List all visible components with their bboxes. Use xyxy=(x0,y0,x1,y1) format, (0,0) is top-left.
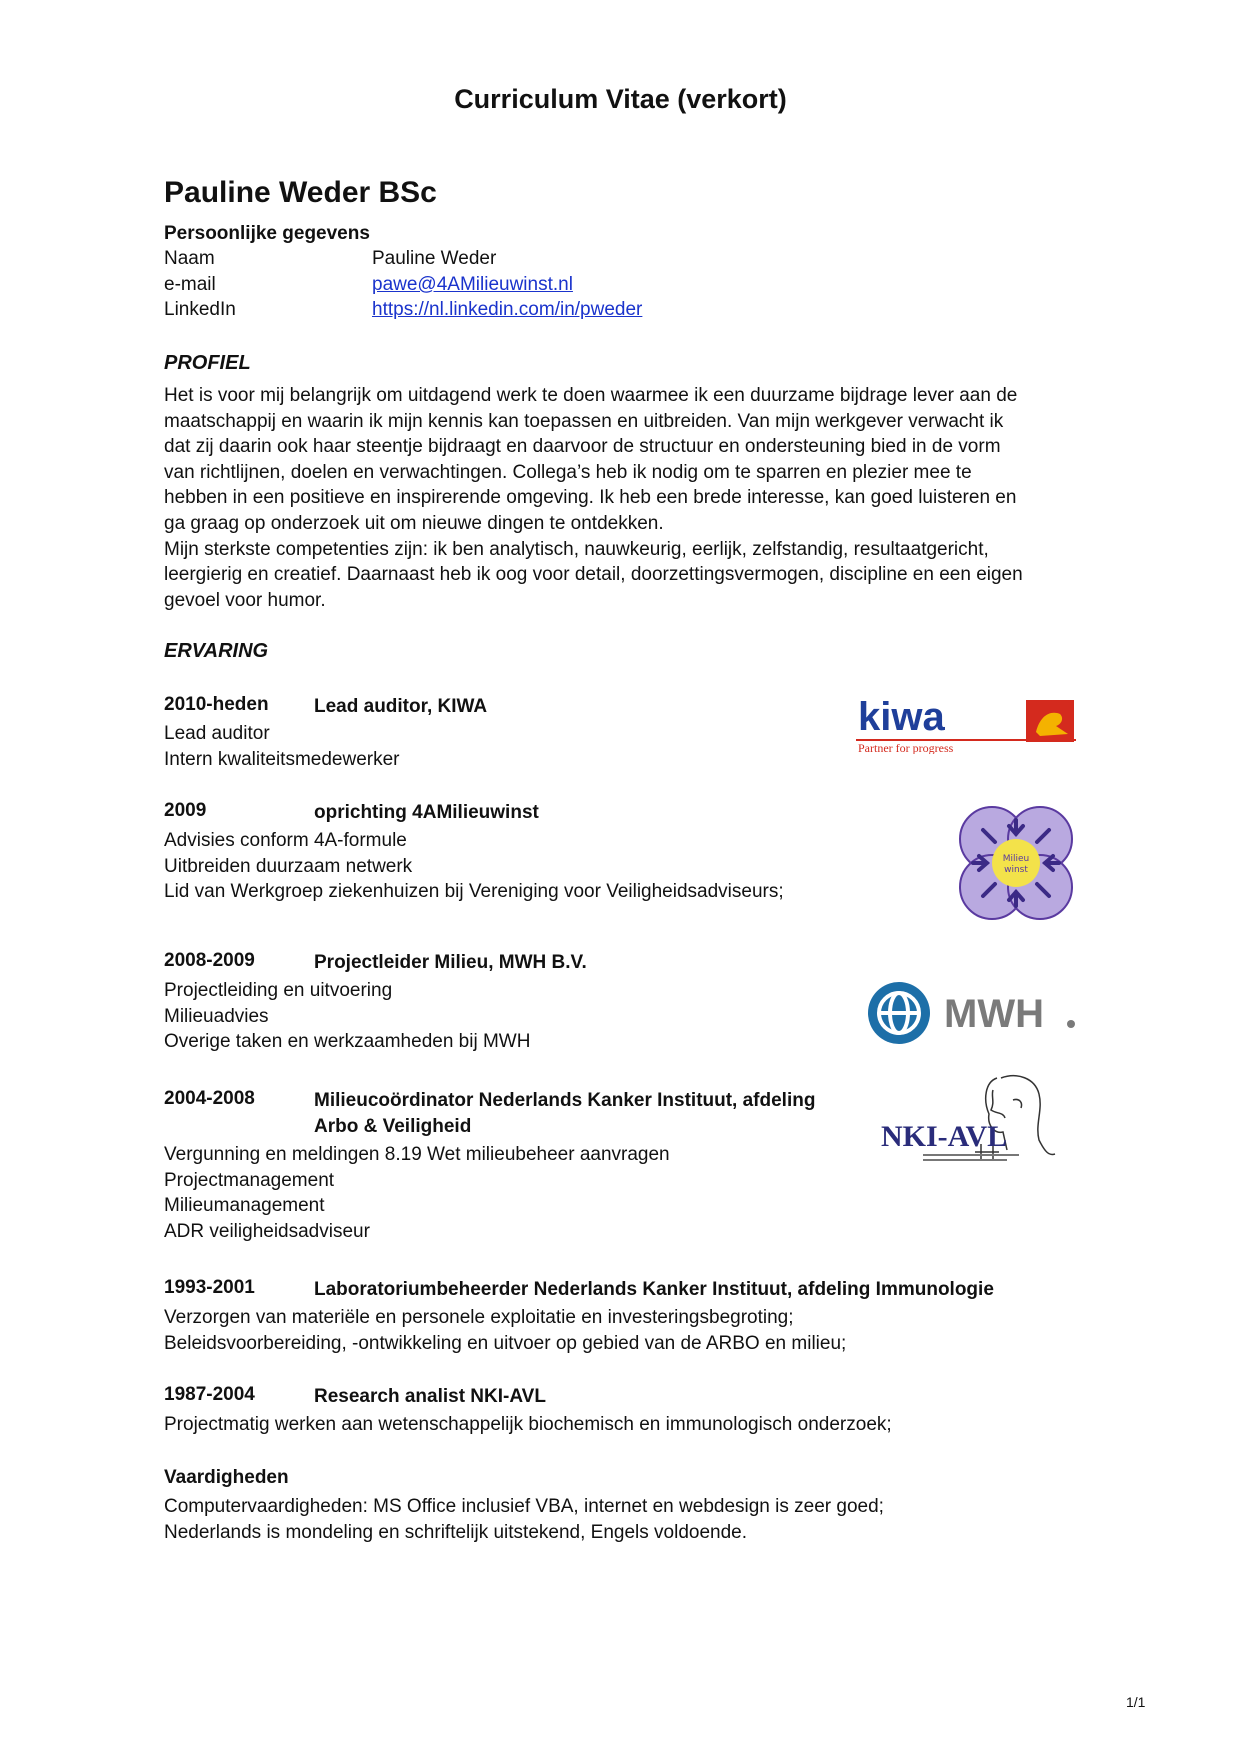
job-title-line: Arbo & Veiligheid xyxy=(314,1115,472,1137)
job-detail-line: Projectmatig werken aan wetenschappelijk biochemisch en immunologisch onderzoek; xyxy=(164,1414,892,1435)
profile-line: van richtlijnen, doelen en verwachtingen. Collega’s heb ik nodig om te sparren en plezier mee te xyxy=(164,461,972,483)
job-years: 1993-2001 xyxy=(164,1277,255,1298)
job-title: Laboratoriumbeheerder Nederlands Kanker Instituut, afdeling Immunologie xyxy=(314,1279,994,1300)
job-years: 2004-2008 xyxy=(164,1088,255,1109)
email-link[interactable]: pawe@4AMilieuwinst.nl xyxy=(372,274,573,295)
job-detail-line: ADR veiligheidsadviseur xyxy=(164,1220,370,1242)
skills-heading: Vaardigheden xyxy=(164,1467,289,1488)
profile-heading: PROFIEL xyxy=(164,352,251,374)
job-title xyxy=(314,1088,874,1139)
job-detail-line: Uitbreiden duurzaam netwerk xyxy=(164,855,413,877)
job-title-line: Milieucoördinator Nederlands Kanker Instituut, afdeling xyxy=(314,1090,816,1111)
mwh-logo-word: MWH xyxy=(944,992,1044,1036)
job-title: Research analist NKI-AVL xyxy=(314,1386,546,1407)
mwh-logo xyxy=(868,980,1078,1046)
profile-line: hebben in een positieve en inspirerende omgeving. Ik heb een brede interesse, kan goed luisteren en xyxy=(164,487,1017,509)
milieuwinst-line1: Milieu xyxy=(1002,854,1030,864)
skills-details xyxy=(164,1494,884,1545)
job-details xyxy=(164,828,784,905)
job-title: Lead auditor, KIWA xyxy=(314,696,488,717)
job-detail-line: Verzorgen van materiële en personele exploitatie en investeringsbegroting; xyxy=(164,1307,794,1328)
job-details xyxy=(164,978,530,1055)
job-title: Projectleider Milieu, MWH B.V. xyxy=(314,952,587,973)
job-details xyxy=(164,721,399,772)
kiwa-logo-word: kiwa xyxy=(858,696,945,739)
job-years: 2008-2009 xyxy=(164,950,255,971)
profile-line: Het is voor mij belangrijk om uitdagend werk te doen waarmee ik een duurzame bijdrage lever aan de xyxy=(164,385,1018,406)
nki-logo-word: NKI-AVL xyxy=(881,1120,1008,1153)
experience-heading: ERVARING xyxy=(164,640,269,662)
kiwa-logo xyxy=(854,696,1078,754)
page-number: 1/1 xyxy=(1126,1694,1146,1710)
linkedin-link[interactable]: https://nl.linkedin.com/in/pweder xyxy=(372,299,643,320)
job-detail-line: Beleidsvoorbereiding, -ontwikkeling en uitvoer op gebied van de ARBO en milieu; xyxy=(164,1332,847,1354)
job-title: oprichting 4AMilieuwinst xyxy=(314,802,539,823)
profile-line: gevoel voor humor. xyxy=(164,589,326,611)
email-label: e-mail xyxy=(164,274,216,295)
job-detail-line: Overige taken en werkzaamheden bij MWH xyxy=(164,1031,531,1053)
kiwa-tagline: Partner for progress xyxy=(858,741,954,754)
person-name-title: Pauline Weder BSc xyxy=(164,176,437,209)
job-detail-line: Advisies conform 4A-formule xyxy=(164,830,407,851)
skills-line: Computervaardigheden: MS Office inclusief VBA, internet en webdesign is zeer goed; xyxy=(164,1496,884,1517)
job-detail-line: Milieumanagement xyxy=(164,1195,325,1217)
personal-data-heading: Persoonlijke gegevens xyxy=(164,223,370,244)
skills-line: Nederlands is mondeling en schriftelijk uitstekend, Engels voldoende. xyxy=(164,1521,748,1543)
job-detail-line: Lead auditor xyxy=(164,723,270,744)
profile-line: ga graag op onderzoek uit om nieuwe dingen te ontdekken. xyxy=(164,512,664,534)
job-details xyxy=(164,1412,892,1438)
linkedin-label: LinkedIn xyxy=(164,299,236,320)
milieuwinst-line2: winst xyxy=(1004,865,1028,875)
job-detail-line: Vergunning en meldingen 8.19 Wet milieubeheer aanvragen xyxy=(164,1144,670,1165)
job-detail-line: Intern kwaliteitsmedewerker xyxy=(164,748,400,770)
milieuwinst-logo xyxy=(957,804,1075,922)
job-details xyxy=(164,1142,670,1244)
profile-line: leergierig en creatief. Daarnaast heb ik oog voor detail, doorzettingsvermogen, discipline en een eigen xyxy=(164,564,1023,586)
name-label: Naam xyxy=(164,248,215,269)
profile-line: dat zij daarin ook haar steentje bijdraagt en daarvoor de structuur en ondersteuning bied in de vorm xyxy=(164,436,1001,458)
job-detail-line: Milieuadvies xyxy=(164,1005,269,1027)
nki-avl-logo xyxy=(879,1070,1067,1168)
job-years: 1987-2004 xyxy=(164,1384,255,1405)
job-details xyxy=(164,1305,846,1356)
job-detail-line: Projectmanagement xyxy=(164,1169,335,1191)
job-years: 2010-heden xyxy=(164,694,269,715)
profile-line: maatschappij en waarin ik mijn kennis kan toepassen en uitbreiden. Van mijn werkgever verwacht ik xyxy=(164,410,1004,432)
job-detail-line: Projectleiding en uitvoering xyxy=(164,980,393,1001)
profile-text xyxy=(164,383,1084,613)
job-years: 2009 xyxy=(164,800,207,821)
job-detail-line: Lid van Werkgroep ziekenhuizen bij Vereniging voor Veiligheidsadviseurs; xyxy=(164,881,784,903)
profile-line: Mijn sterkste competenties zijn: ik ben analytisch, nauwkeurig, eerlijk, zelfstandig, resultaatgericht, xyxy=(164,538,989,560)
document-title: Curriculum Vitae (verkort) xyxy=(454,84,787,114)
name-value: Pauline Weder xyxy=(372,248,497,269)
